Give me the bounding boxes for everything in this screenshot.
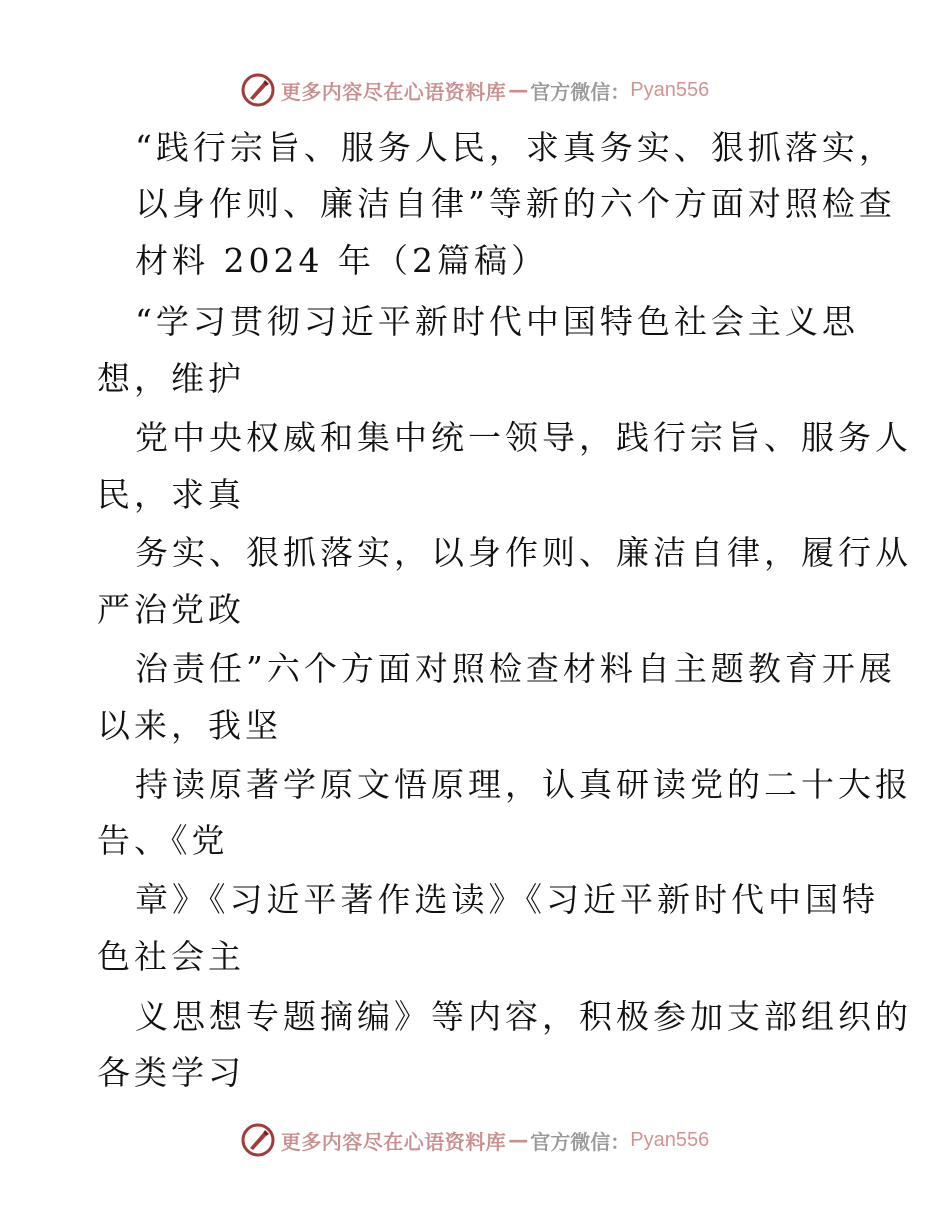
watermark-contact: 官方微信： bbox=[530, 1129, 631, 1154]
watermark-id: Pyan556 bbox=[630, 78, 710, 101]
watermark-contact: 官方微信： bbox=[530, 79, 631, 104]
text-line: 务实、狠抓落实，以身作则、廉洁自律，履行从 bbox=[135, 533, 912, 572]
text-line: 民，求真 bbox=[97, 475, 245, 514]
pen-logo-icon bbox=[241, 1123, 275, 1157]
text-line: 章》《习近平著作选读》《习近平新时代中国特 bbox=[135, 880, 879, 919]
header-watermark bbox=[0, 70, 950, 110]
text-line: “践行宗旨、服务人民，求真务实、狠抓落实， bbox=[135, 128, 896, 167]
text-line: 色社会主 bbox=[97, 937, 245, 976]
text-line: 各类学习 bbox=[97, 1053, 245, 1092]
text-line: 想，维护 bbox=[97, 359, 245, 398]
text-line: 材料 2024 年（2篇稿） bbox=[135, 241, 548, 280]
pen-logo-icon bbox=[241, 73, 275, 107]
footer-watermark bbox=[0, 1120, 950, 1160]
text-line: 以身作则、廉洁自律”等新的六个方面对照检查 bbox=[135, 184, 896, 223]
text-line: 以来，我坚 bbox=[97, 706, 282, 745]
watermark-id: Pyan556 bbox=[630, 1128, 710, 1151]
watermark-dash: — bbox=[508, 1128, 529, 1152]
text-line: 持读原著学原文悟原理，认真研读党的二十大报 bbox=[135, 765, 912, 804]
watermark-dash: — bbox=[508, 78, 529, 102]
text-line: “学习贯彻习近平新时代中国特色社会主义思 bbox=[135, 302, 859, 341]
text-line: 党中央权威和集中统一领导，践行宗旨、服务人 bbox=[135, 418, 912, 457]
text-line: 告、《党 bbox=[97, 821, 229, 860]
watermark-site: 更多内容尽在心语资料库 bbox=[280, 79, 507, 104]
text-line: 严治党政 bbox=[97, 590, 245, 629]
watermark-site: 更多内容尽在心语资料库 bbox=[280, 1129, 507, 1154]
text-line: 义思想专题摘编》等内容，积极参加支部组织的 bbox=[135, 997, 912, 1036]
text-line: 治责任”六个方面对照检查材料自主题教育开展 bbox=[135, 649, 896, 688]
